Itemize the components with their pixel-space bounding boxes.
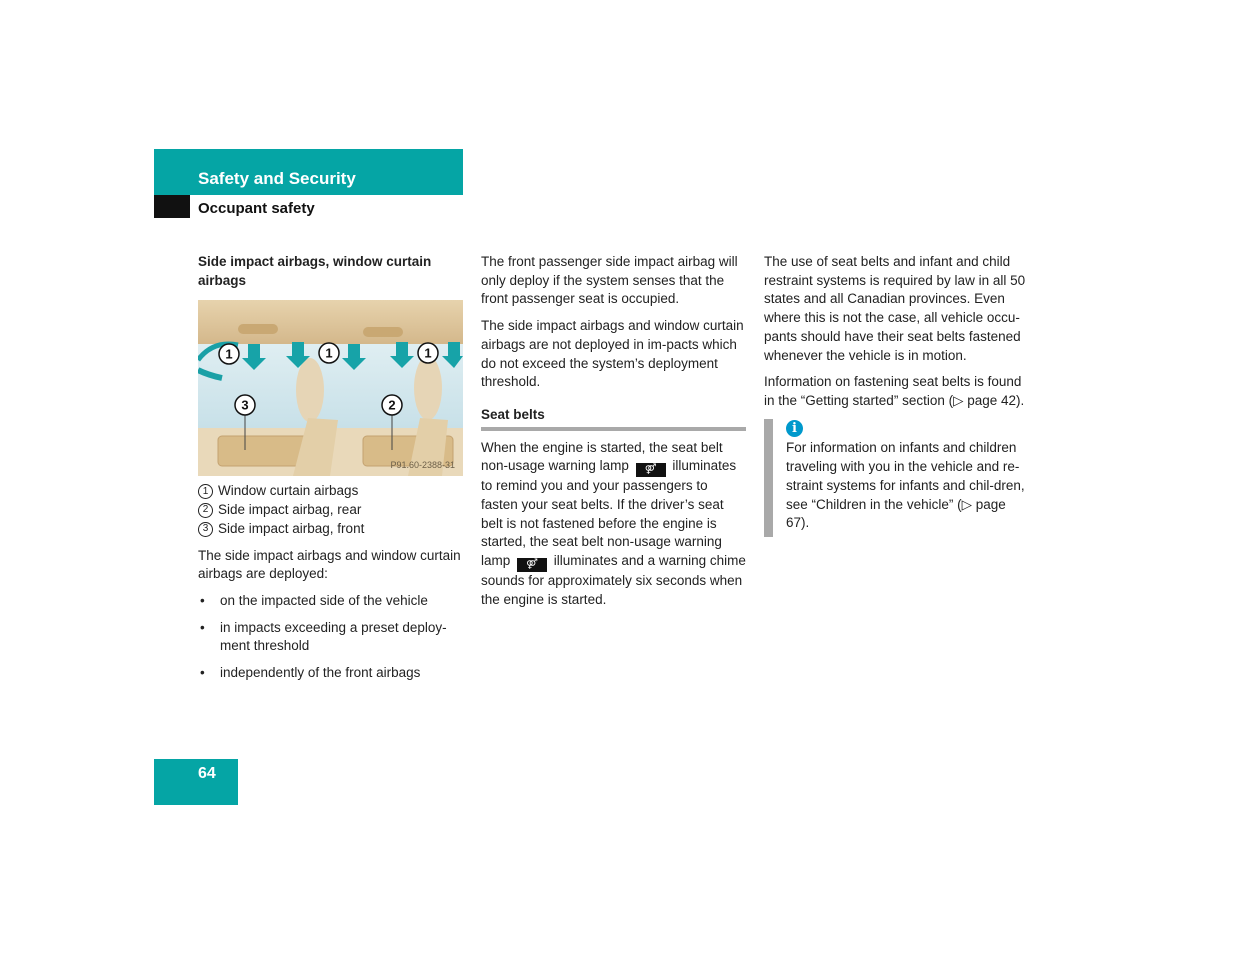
legend-number: 1: [198, 484, 213, 499]
airbag-illustration: [198, 300, 463, 476]
deployment-list: [198, 592, 463, 683]
text-fragment: illuminates and a warning chime sounds for approximately six seconds when the engine is started.: [481, 553, 746, 607]
figure-code: P91.60-2388-31: [390, 459, 455, 470]
legend-text: Window curtain airbags: [218, 483, 359, 499]
paragraph: The side impact airbags and window curtain airbags are not deployed in im-pacts which do not exceed the system’s deployment threshold.: [481, 318, 744, 390]
figure-legend: [198, 482, 463, 538]
text-fragment: illuminates to remind you and your passengers to fasten your seat belts. If the driver’s seat belt is not fastened before the engine is started, the seat belt non-usage warning lamp: [481, 458, 737, 569]
seatbelt-paragraph: [481, 439, 746, 610]
paragraph: Information on fastening seat belts is found in the “Getting started” section (▷ page 42).: [764, 374, 1025, 408]
paragraph: The use of seat belts and infant and child restraint systems is required by law in all 50 states and all Canadian provinces. Even where this is not the case, all vehicle occu-pants should have their seat belts fastened whenever the vehicle is in motion.: [764, 254, 1026, 363]
section-heading-seat-belts: Seat belts: [481, 406, 746, 431]
list-item: • on the impacted side of the vehicle: [198, 592, 463, 611]
callout-label: 3: [241, 397, 249, 413]
paragraph: The front passenger side impact airbag will only deploy if the system senses that the front passenger seat is occupied.: [481, 254, 738, 307]
legend-number: 2: [198, 503, 213, 518]
column-1: [198, 253, 463, 691]
list-item: • independently of the front airbags: [198, 664, 463, 683]
info-text: For information on infants and children traveling with you in the vehicle and re-straint systems for infants and chil-dren, see “Children in the vehicle” (▷ page 67).: [786, 440, 1025, 531]
page-number: 64: [198, 765, 216, 782]
section-title: Side impact airbags, window curtain airbags: [198, 254, 432, 288]
legend-number: 3: [198, 522, 213, 537]
legend-item: [198, 482, 463, 501]
callout-label: 1: [424, 345, 432, 361]
deployment-intro: The side impact airbags and window curtain airbags are deployed:: [198, 547, 461, 582]
legend-item: [198, 520, 463, 539]
callout-label: 1: [325, 345, 333, 361]
seatbelt-warning-lamp-icon: ⚤: [517, 558, 547, 572]
airbag-diagram: [198, 300, 463, 476]
callout-label: 1: [225, 346, 233, 362]
legend-text: Side impact airbag, front: [218, 520, 365, 536]
column-2: [481, 253, 746, 618]
legend-text: Side impact airbag, rear: [218, 502, 362, 518]
info-icon: i: [786, 420, 803, 437]
column-3: [764, 253, 1032, 533]
seatbelt-warning-lamp-icon: ⚤: [636, 463, 666, 477]
info-note: [764, 419, 1032, 533]
info-bar: [764, 419, 773, 537]
chapter-title: Safety and Security: [198, 169, 356, 188]
callout-label: 2: [388, 397, 396, 413]
text-fragment: When the engine is started, the seat belt non-usage warning lamp: [481, 439, 723, 474]
list-item: • in impacts exceeding a preset deploy-ment threshold: [198, 619, 463, 656]
section-marker: [154, 195, 190, 218]
page-number-box: [154, 759, 238, 805]
section-subtitle: Occupant safety: [198, 200, 315, 217]
legend-item: [198, 501, 463, 520]
